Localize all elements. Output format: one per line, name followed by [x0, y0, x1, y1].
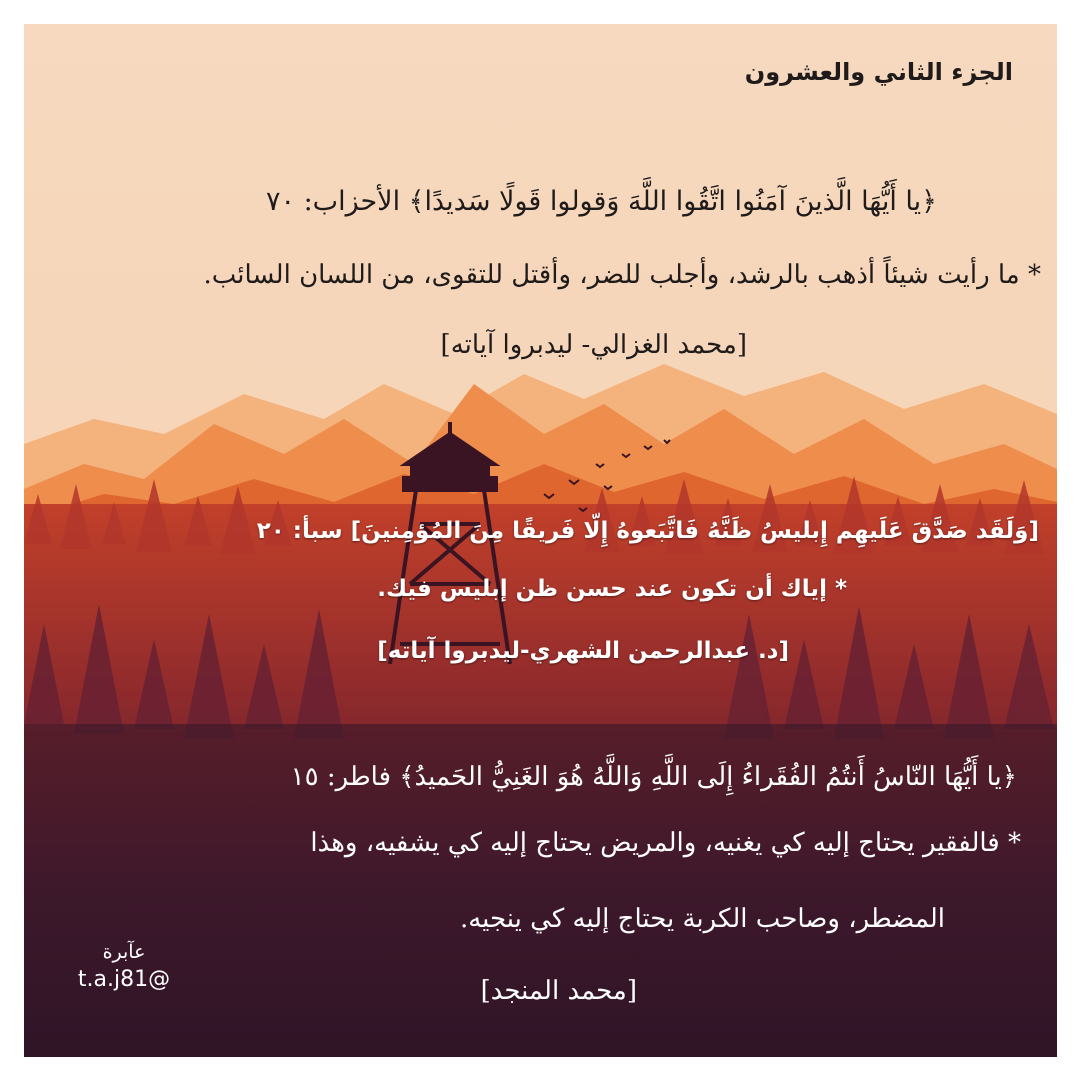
source-shehri: [د. عبدالرحمن الشهري-ليدبروا آياته]	[377, 638, 789, 664]
comment-shehri: * إياك أن تكون عند حسن ظن إبليس فيك.	[377, 576, 847, 602]
verse-ahzab: ﴿يا أَيُّهَا الَّذينَ آمَنُوا اتَّقُوا اللَّهَ وَقولوا قَولًا سَديدًا﴾ الأحزاب: ٧٠	[265, 186, 937, 217]
source-munajjid: [محمد المنجد]	[480, 976, 637, 1006]
quote-card	[24, 24, 1057, 1057]
comment-ghazali: * ما رأيت شيئاً أذهب بالرشد، وأجلب للضر، وأقتل للتقوى، من اللسان السائب.	[203, 260, 1041, 290]
verse-fatir: ﴿يا أَيُّهَا النّاسُ أَنتُمُ الفُقَراءُ إِلَى اللَّهِ وَاللَّهُ هُوَ الغَنِيُّ الحَميدُ﴾ فاطر: ١٥	[290, 762, 1017, 792]
verse-saba: [وَلَقَد صَدَّقَ عَلَيهِم إِبليسُ ظَنَّهُ فَاتَّبَعوهُ إِلّا فَريقًا مِنَ المُؤمِنينَ] سبأ: ٢٠	[256, 518, 1039, 544]
signature-handle: t.a.j81@	[77, 967, 171, 992]
signature-name: عآبرة	[102, 941, 146, 963]
signature	[54, 939, 194, 995]
comment-munajjid-line2: المضطر، وصاحب الكربة يحتاج إليه كي ينجيه.	[459, 904, 945, 934]
comment-munajjid-line1: * فالفقير يحتاج إليه كي يغنيه، والمريض يحتاج إليه كي يشفيه، وهذا	[310, 828, 1021, 858]
part-title: الجزء الثاني والعشرون	[744, 58, 1013, 86]
source-ghazali: [محمد الغزالي- ليدبروا آياته]	[440, 330, 747, 360]
